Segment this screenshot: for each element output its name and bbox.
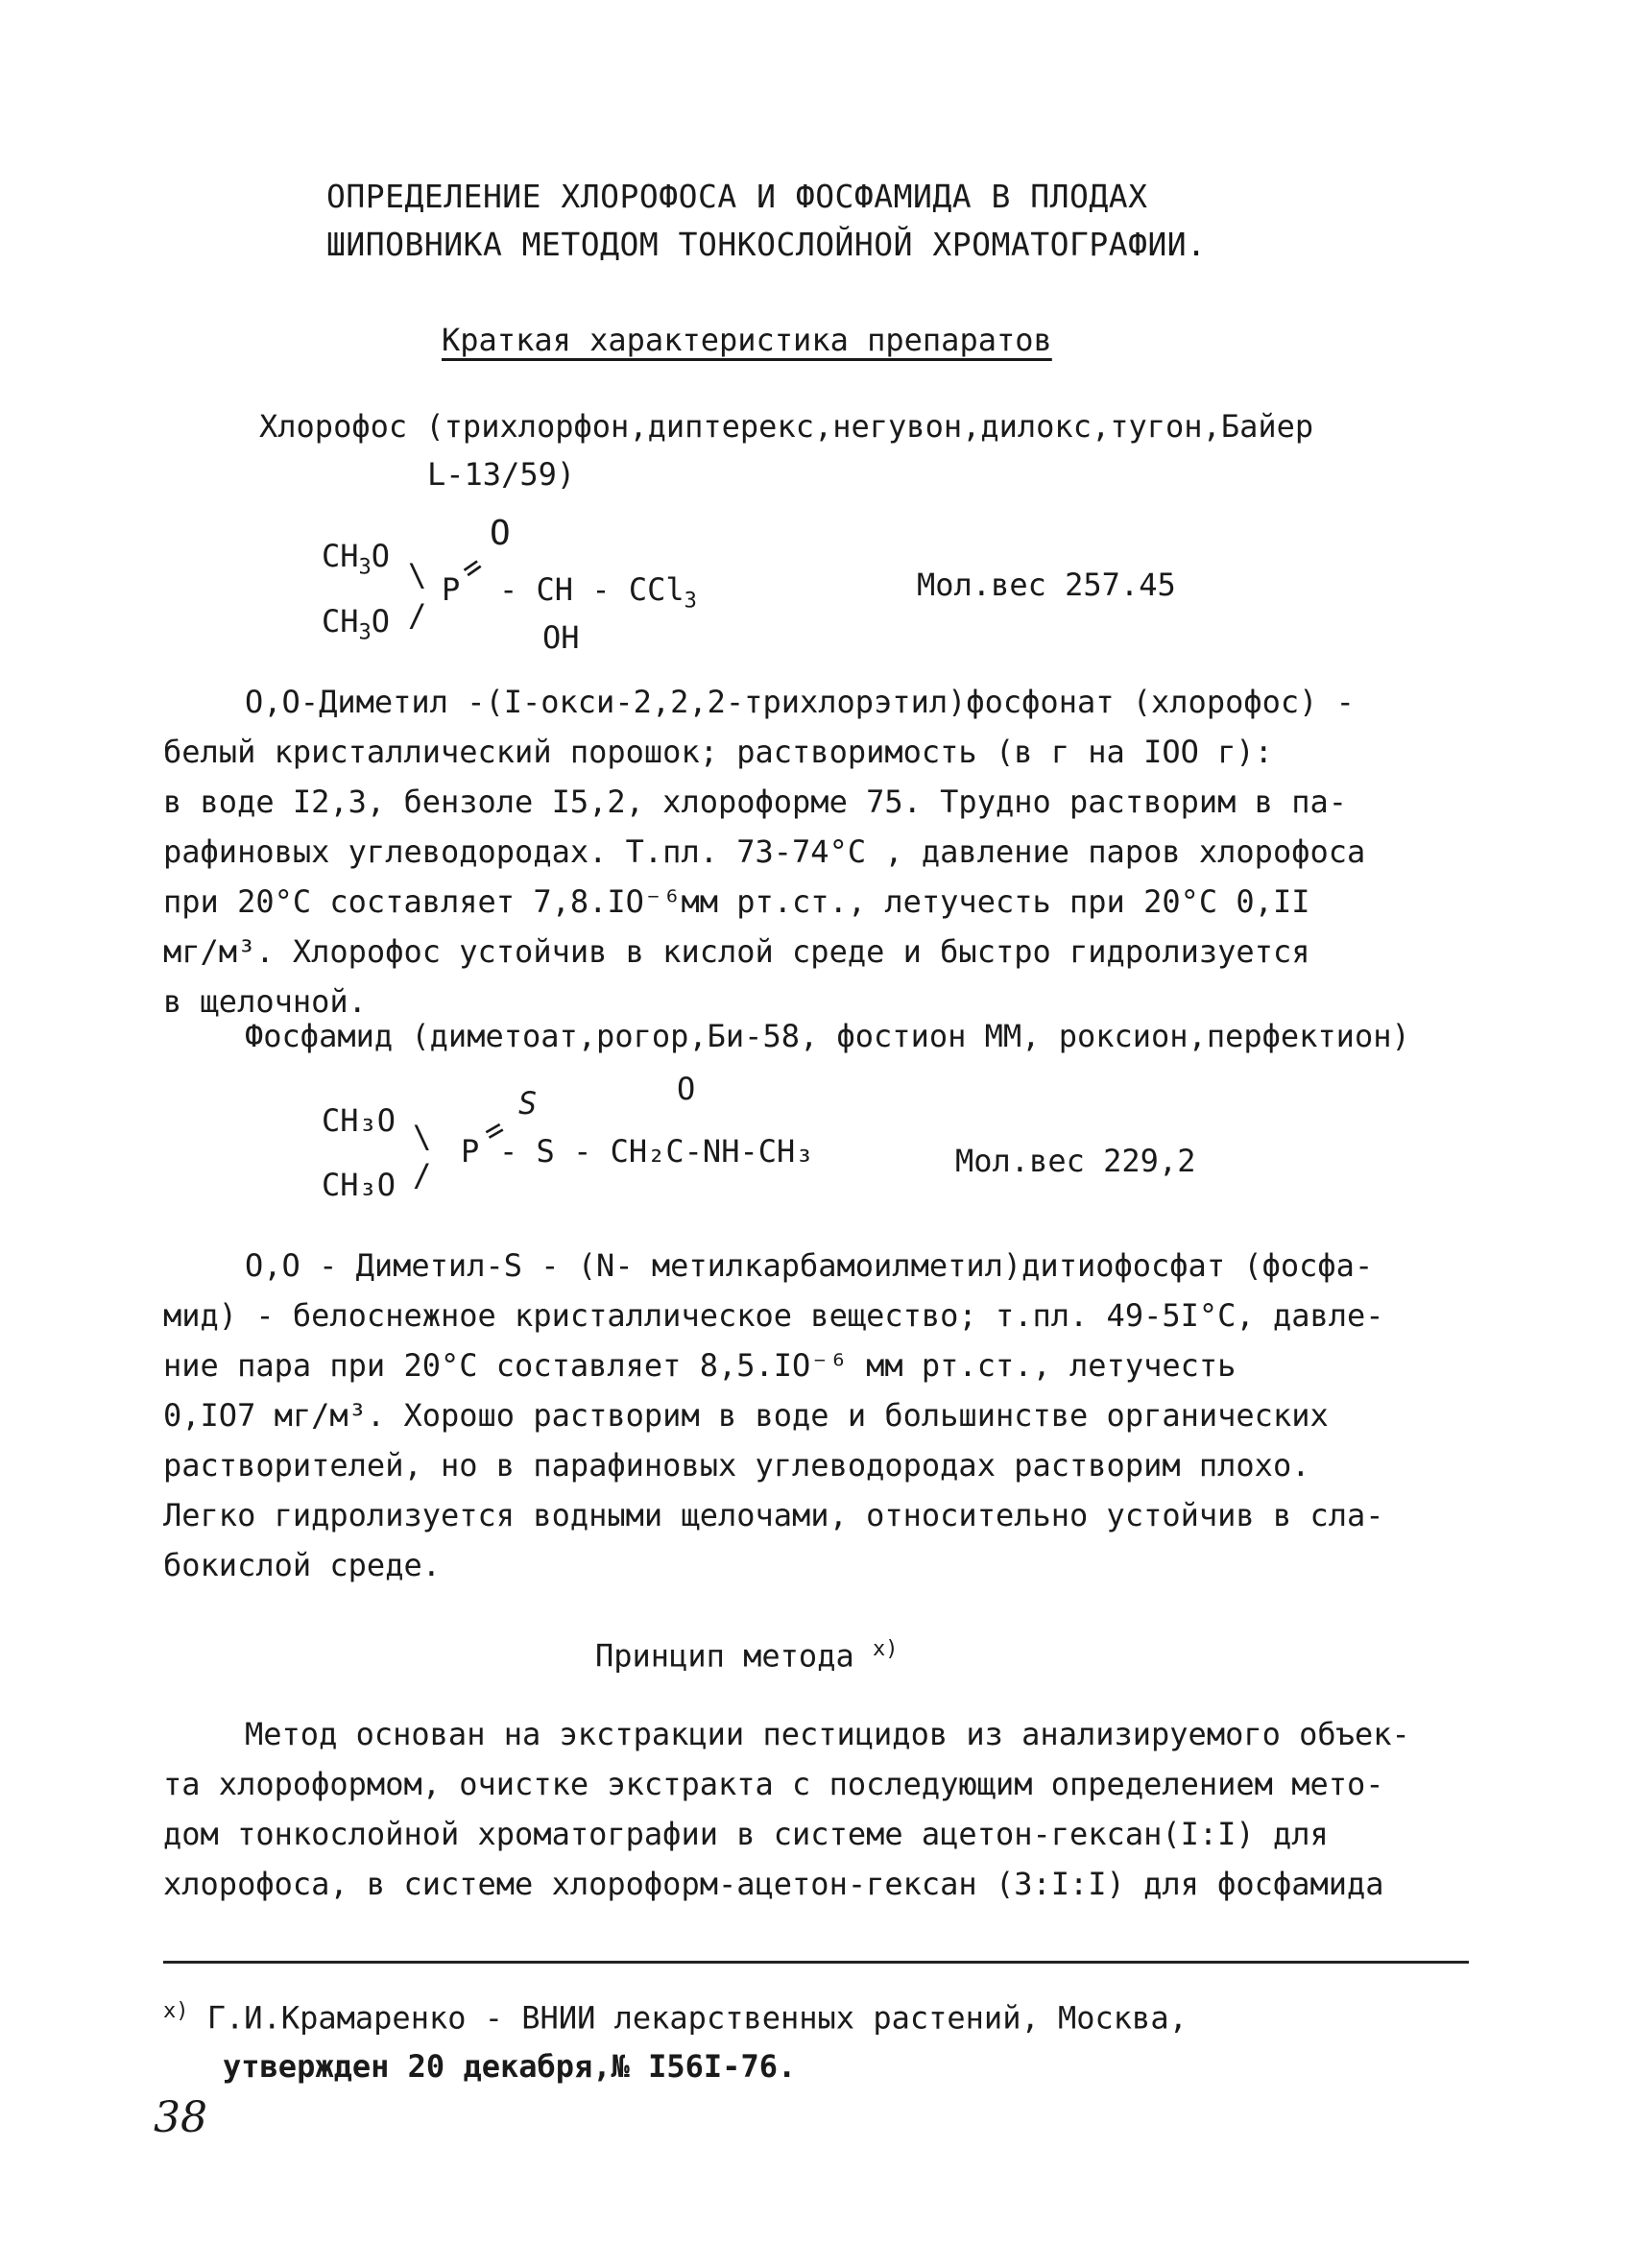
footnote-mark: x) [163, 1999, 189, 2023]
phosphamide-description [163, 1241, 1384, 1590]
phosphamide-names: Фосфамид (диметоат,рогор,Би-58, фостион ММ, роксион,перфектион) [245, 1018, 1410, 1054]
page-title [326, 173, 1207, 269]
method-line: та хлороформом, очистке экстракта с последующим определением мето- [163, 1766, 1384, 1802]
phosphamide-molweight: Мол.вес 229,2 [955, 1143, 1196, 1179]
section-heading-preparations: Краткая характеристика препаратов [442, 322, 1052, 358]
formula-hydroxyl: OH [542, 619, 580, 656]
footnote-line-2: утвержден 20 декабря,№ I56I-76. [223, 2047, 797, 2085]
chlorophos-desc-line: рафиновых углеводородах. Т.пл. 73-74°С , давление паров хлорофоса [163, 833, 1366, 870]
chlorophos-desc-line: в щелочной. [163, 983, 367, 1020]
footnote-divider [163, 1961, 1469, 1964]
formula-bond-upper: \ [413, 1119, 432, 1155]
formula-chain: - CH - CCl$_3$ [499, 571, 697, 614]
method-paragraph [163, 1709, 1410, 1909]
method-line: Метод основан на экстракции пестицидов из анализируемого объек- [245, 1716, 1410, 1752]
formula-ch3o-lower: CH₃O [322, 1167, 396, 1203]
formula-ch3o-upper: $CH_3O$ [322, 538, 391, 580]
phosphamide-desc-line: Легко гидролизуется водными щелочами, относительно устойчив в сла- [163, 1497, 1384, 1533]
formula-double-bond: = [476, 1109, 512, 1151]
formula-bond-upper: \ [408, 557, 427, 593]
chlorophos-desc-line: белый кристаллический порошок; растворимость (в г на IOO г): [163, 734, 1273, 770]
footnote-line-1: Г.И.Крамаренко - ВНИИ лекарственных растений, Москва, [206, 1999, 1188, 2037]
chlorophos-description [163, 677, 1365, 1026]
chlorophos-molweight: Мол.вес 257.45 [917, 567, 1176, 603]
chlorophos-desc-line: мг/м³. Хлорофос устойчив в кислой среде и быстро гидролизуется [163, 933, 1310, 970]
phosphamide-desc-line: ние пара при 20°С составляет 8,5.IO⁻⁶ мм рт.ст., летучесть [163, 1347, 1237, 1384]
phosphamide-desc-line: бокислой среде. [163, 1547, 441, 1583]
formula-chain: - S - CH₂C-NH-CH₃ [499, 1133, 814, 1170]
method-heading-text: Принцип метода [595, 1637, 854, 1675]
chlorophos-desc-line: O,O-Диметил -(I-окси-2,2,2-трихлорэтил)фосфонат (хлорофос) - [245, 684, 1355, 720]
footnote [163, 1988, 1188, 2090]
section-heading-method [595, 1637, 898, 1675]
method-line: дом тонкослойной хроматографии в системе ацетон-гексан(I:I) для [163, 1816, 1329, 1852]
phosphamide-desc-line: O,O - Диметил-S - (N- метилкарбамоилметил)дитиофосфат (фосфа- [245, 1247, 1374, 1284]
page-number: 38 [154, 2093, 207, 2142]
chlorophos-names-line-1: Хлорофос (трихлорфон,диптерекс,негувон,дилокс,тугон,Байер [259, 408, 1314, 445]
title-line-1: ОПРЕДЕЛЕНИЕ ХЛОРОФОСА И ФОСФАМИДА В ПЛОДАХ [326, 178, 1148, 215]
chlorophos-desc-line: в воде I2,3, бензоле I5,2, хлороформе 75. Трудно растворим в па- [163, 784, 1347, 820]
phosphamide-desc-line: 0,IO7 мг/м³. Хорошо растворим в воде и большинстве органических [163, 1397, 1329, 1434]
chlorophos-desc-line: при 20°С составляет 7,8.IO⁻⁶мм рт.ст., летучесть при 20°С 0,II [163, 883, 1310, 920]
formula-phosphorus: P [442, 571, 461, 608]
formula-bond-lower: / [413, 1157, 432, 1194]
formula-phosphorus: P [461, 1133, 480, 1170]
formula-ch3o-upper: CH₃O [322, 1102, 396, 1139]
phosphamide-desc-line: мид) - белоснежное кристаллическое вещество; т.пл. 49-5I°С, давле- [163, 1297, 1384, 1334]
formula-double-bond: = [453, 546, 491, 589]
formula-sulfur-top: S [518, 1085, 538, 1122]
formula-oxygen-top: O [490, 514, 511, 553]
chlorophos-names-line-2: L-13/59) [427, 456, 576, 493]
formula-oxygen-top: O [677, 1071, 696, 1107]
title-line-2: ШИПОВНИКА МЕТОДОМ ТОНКОСЛОЙНОЙ ХРОМАТОГРАФИИ. [326, 226, 1207, 263]
formula-bond-lower: / [408, 597, 427, 634]
method-line: хлорофоса, в системе хлороформ-ацетон-гексан (3:I:I) для фосфамида [163, 1866, 1384, 1902]
formula-ch3o-lower: $CH_3O$ [322, 603, 391, 645]
phosphamide-desc-line: растворителей, но в парафиновых углеводородах растворим плохо. [163, 1447, 1310, 1484]
footnote-marker: x) [872, 1637, 899, 1661]
